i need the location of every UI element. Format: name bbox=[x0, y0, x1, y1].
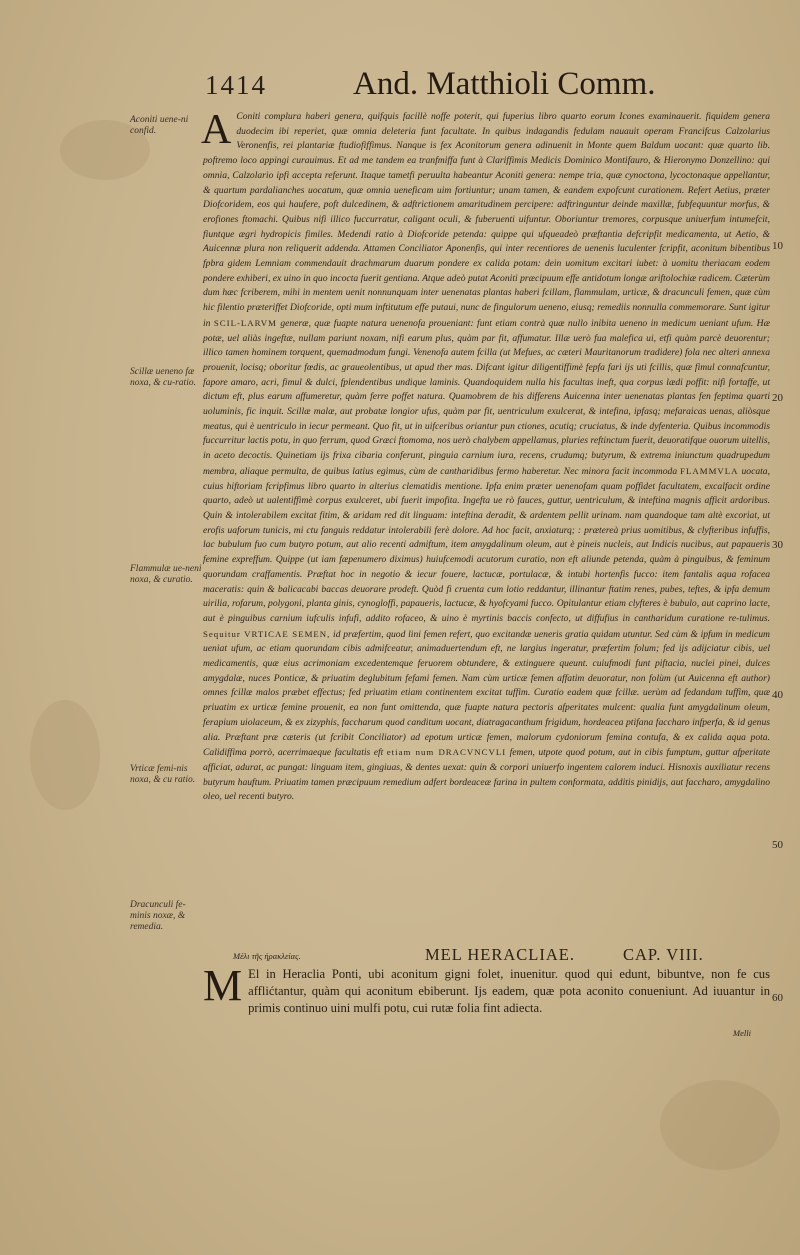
line-number: 60 bbox=[772, 992, 783, 1004]
small-caps-term: etiam num DRACVNCVLI bbox=[386, 747, 507, 758]
margin-note: Scillæ ueneno fæ noxa, & cu-ratio. bbox=[130, 367, 196, 388]
greek-heading: Μέλι τῆς ἡρακλείας. bbox=[233, 951, 301, 961]
drop-cap: A bbox=[201, 107, 232, 153]
commentary-text bbox=[201, 107, 770, 805]
margin-note: Dracunculi fe-minis noxæ, & remedia. bbox=[130, 900, 186, 932]
paragraph-flammula: uocata, cuius hiftoriam fcripfimus libro quarto in alterius clematidis mentione. Ipfa enim præter uenenofam quam poffidet facultatem, excalfacit ordine quarto, adeò ut ualentiffimè corpus exulceret, ubi fuerit impofita. Ingefta ue rò fauces, guttur, uentriculum, & inteftina magnis afficit ardoribus. Quin & intolerabilem excitat fitim, & aridam red dit linguam: inteftina deradit, & ardentem pellit urinam. nam quandoque tam altè excoriat, ut erofis uaforum tunicis, mi ctu fanguis reddatur intolerabili ferè dolore. Ad hoc facit, anxiaturq; : prætereà prius uomitibus, & clyfteribus infuffis, lac bubulum fuo cum butyro potum, aut alio recenti admiftum, item amygdalinum oleum, aut è pineis nucleis, aut Indicis nucibus, aut papaueris femine expreffum. Quippe (ut iam fæpenumero diximus) huiufcemodi acutorum curatio, non eft aliunde petenda, quàm à pinguibus, & feminum quorundam craffamentis. Præftat hoc in negotio & iecur fouere, lactucæ, portulacæ, & intubi hortenfis fucco: item fantalis aqua rofacea maceratis: quin & balicacabi baccas deuorare prodeft. Quòd fi cruenta cum lotio reddantur, illinantur ftatim renes, pubes, teftes, & ipfa demum uirilia, rofarum, polygoni, planta ginis, cynogloffi, papaueris, lactucæ, & hyofcyami fucco. Opitulantur etiam clyfteres è bubulo, aut caprino lacte, aut è pinguibus carnium iufculis infufi, addito rofaceo, & uino è myrtinis baccis confecto, ut diffufius in cantharidum curatione re-tulimus. bbox=[203, 465, 770, 624]
margin-note: Vrticæ femi-nis noxa, & cu ratio. bbox=[130, 764, 196, 785]
chapter-title: MEL HERACLIAE. bbox=[425, 945, 575, 964]
paragraph-dracunculus: femen, utpote quod potum, aut in cibis fumptum, guttur afperitate afficiat, adurat, ac pungat: linguam item, gingiuas, & dentes uexat: quin & corpori uniuerfo ingentem calorem induci. Hisnoxis auxiliatur recens butyrum hauftum. Priuatim tamen præcipuum remedium adfert bordeaceæ farina in pultem conformata, additis pinidijs, aut faccharo, amygdalino oleo, uel recenti butyro. bbox=[203, 747, 770, 803]
running-head: And. Matthioli Comm. bbox=[353, 66, 656, 102]
page-header bbox=[195, 66, 656, 106]
chapter-number: CAP. VIII. bbox=[623, 945, 704, 964]
small-caps-term: SCIL-LARVM bbox=[213, 317, 277, 328]
margin-note: Flammulæ ue-neni noxa, & curatio. bbox=[130, 564, 202, 585]
small-caps-term: Sequitur VRTICAE SEMEN, bbox=[203, 628, 331, 639]
chapter-heading bbox=[203, 945, 770, 967]
drop-cap: M bbox=[203, 961, 243, 1010]
line-number: 20 bbox=[772, 392, 783, 404]
paper-stain bbox=[660, 1080, 780, 1170]
line-number: 50 bbox=[772, 839, 783, 851]
chapter-text: M El in Heraclia Ponti, ubi aconitum gigni folet, inuenitur. quod qui edunt, bibuntve, non fe cus afflićtantur, quàm qui aconitum ebiberunt. Ijs eadem, quæ pota aconito conueniunt. Ad iuuantur in primis continuo uini mulfi potu, cui rutæ folia fint adiecta. bbox=[203, 961, 770, 1015]
line-number: 10 bbox=[772, 240, 783, 252]
paragraph-scilla: generæ, quæ fuapte natura uenenofa proueniant: funt etiam contrà quæ nullo inibita ueneno in medicum ueniant ufum. Hæ potæ, uel aliàs ingeftæ, nullam pariunt noxam, nifi earum plus, quàm par fit, affumatur. Illæ uerò fua malefica ui, etfi quàm parcè deuorentur; illico tamen hominem torquent, quemadmodum fungi. Venenofa autem fcilla (ut Mefues, ac cæteri Mauritanorum tradidere) fola nec alteri annexa prouenit, locisq; oboritur fœdis, ac graueolentibus, ut apud ther mas. Difcant igitur diligentiffimè fepfa fari ijs uti fcillis, quæ fimul connafcuntur, fapore amaro, acri, fimul & dulci, fplendentibus undique laminis. Quandoquidem nulla his facultas ineft, qua corpus lædi poffit: nifi fortaffe, ut dictum eft, plus earum affumeretur, quàm ferre poffet natura. Quamobrem de his differens Auicenna inter uenenatas plantas fen feptima quarti uoluminis, fic inquit. Scillæ malæ, aut probatæ longior ufus, quàm par fit, uentriculum exulcerat, & intefina, ipfasq; mefaraicas uenas, aliòsque meatus, qui è uentriculo in iecur permeant. Quo fit, ut in uifceribus oriantur pun ctiones, acutiq; cruciatus, & inde dyfenteria. Quibus incommodis fuccurritur lactis potu, in quo ferrum, quod Græci ftomoma, nos uerò chalybem appellamus, pluries reftinctum fuerit, deuoratifque ouorum uitellis, in aceto decoctis. Quinetiam ijs frixa cibaria conferunt, pinguia carnium iura, recens, crudumq; butyrum, & extrema iniunctum quadrupedum membra, aliaque permulta, de quibus latius egimus, cùm de cantharidibus fermo haberetur. Nec minora facit incommoda bbox=[203, 317, 770, 477]
margin-note: Aconiti uene-ni confid. bbox=[130, 115, 189, 136]
catchword: Melli bbox=[733, 1028, 751, 1038]
paper-stain bbox=[30, 700, 100, 810]
small-caps-term: FLAMMVLA bbox=[680, 465, 739, 476]
line-number: 30 bbox=[772, 539, 783, 551]
line-number: 40 bbox=[772, 689, 783, 701]
paragraph-urtica: id præfertim, quod lini femen refert, quo excitandæ ueneris gratia quidam utuntur. Sed cùm & ipfum in medicum ueniat ufum, ac etiam quorundam cibis admifceatur, animaduertendum eft, ne largius ingeratur, præfertim folum; fed ijs adijciatur cibis, uel medicamentis, quæ eius acrimoniam excedentemque feruorem obtundere, & extinguere queunt. cuiufmodi funt piftacia, nuclei pinei, dulces amygdalæ, nuces Ponticæ, & priuatim deglubitum fefami femen. Nam cùm urticæ femen affatim deuoratur, non folùm (ut Auicenna eft author) omnes fcillæ malos præbet effectus; fed priuatim etiam continentem excitat tuffim. Curatio eadem quæ fcillæ. uerùm ad fedandam tuffim, quæ priuatim ex urticæ femine prouenit, ea non funt omittenda, quæ fuapte natura pectoris afperitates mulcent: qualia funt amygdalinum oleum, ferapium uiolaceum, & ex zizyphis, faccharum quod canditum uocant, diatragacanthum frigidum, hordeacea ptifana faccharo infperfa, & id genus alia. Præftant præ cæteris (ut fcribit Conciliator) ad epotum urticæ femen, malorum cydoniorum femina contufa, & ex calida aqua pota. Calidiffima porrò, acerrimaeque facultatis eft bbox=[203, 628, 770, 759]
paragraph-aconitum: A Coniti complura haberi genera, quifquis facillè noffe poterit, qui fuperius libro quarto eorum Icones examinauerit. fiquidem genera duodecim ibi reperiet, quæ omnia deleteria funt facultate. In quibus indagandis fedulam nauauit operam Francifcus Calzolarius Veronenfis, rei plantariæ ftudiofiffimus. Nanque is fex Aconitorum genera adinuenit in Monte quem Baldum uocant: quæ quarto lib. poftremo loco appingi curauimus. Et ad me tandem ea tranfmiffa funt à Clariffimis Medicis Dominico Montifauro, & Hieronymo Donzellino: qui omnia, Calzolario ipfi accepta referunt. Itaque tametfi peruulta habeantur Aconiti genera: nempe tria, quæ cynoctona, lycoctonaque appellantur, & quartum pardalianches uocatum, quæ omnia ueneficam uim fortiuntur; unam tamen, & eandem expofcunt curationem. Refert Aetius, præter Diofcoridem, eos qui haufere, poft dulcedinem, & adftrictionem amaritudinem percipere: adftringuntur deinde maxillæ, fubfequuntur morfus, & erofiones ftomachi. Quibus nifi illico fuccurratur, caligant oculi, & fuberuenti uifuntur. Oboriuntur tremores, corpusque uniuerfum intumefcit, fiuntque ægri hydropicis fimiles. Medendi ratio à Diofcoride petenda: quippe qui ufqueadeò præftantia defcripfit medicamenta, ut Aetio, & Auicennæ plura non reliquerit addenda. Attamen Conciliator Aponenfis, qui inter recentiores de uenenis luculenter fcripfit, aconitum bibentibus fpbra gidem Lemniam commendauit drachmarum duarum pondere ex calida potam: dein uomitum excitari iubet: à uomitu theriacam eodem pondere exhiberi, ex uino in quo incocta fuerit gentiana. Atque adeò putat Aconiti præcipuum effe antidotum longæ ariftolochiæ radicem. Cæterùm dum hæc fcriberem, mihi in mentem uenit nonnunquam inter uenenatas plantas haberi fcillam, flammulam, urticæ, & dracunculi femen, quæ cùm hic filentio præteriffet Diofcoride, opti mum inftitutum effe putaui, nunc de fingulorum ueneno, eiusq; remediis nonnulla commemorare. Sunt igitur in SCIL-LARVM generæ, quæ fuapte natura uenenofa proueniant: funt etiam contrà quæ nullo inibita ueneno in medicum ueniant ufum. Hæ potæ, uel aliàs ingeftæ, nullam pariunt noxam, nifi earum plus, quàm par fit, affumatur. Illæ uerò fua malefica ui, etfi quàm parcè deuorentur; illico tamen hominem torquent, quemadmodum fungi. Venenofa autem fcilla (ut Mefues, ac cæteri Mauritanorum tradidere) fola nec alteri annexa prouenit, locisq; oboritur fœdis, ac graueolentibus, ut apud ther mas. Difcant igitur diligentiffimè fepfa fari ijs uti fcillis, quæ fimul connafcuntur, fapore amaro, acri, fimul & dulci, fplendentibus undique laminis. Quandoquidem nulla his facultas ineft, qua corpus lædi poffit: nifi fortaffe, ut dictum eft, plus earum affumeretur, quàm ferre poffet natura. Quamobrem de his differens Auicenna inter uenenatas plantas fen feptima quarti uoluminis, fic inquit. Scillæ malæ, aut probatæ longior ufus, quàm par fit, uentriculum exulcerat, & intefina, ipfasq; mefaraicas uenas, aliòsque meatus, qui è uentriculo in iecur permeant. Quo fit, ut in uifceribus oriantur pun ctiones, acutiq; cruciatus, & inde dyfenteria. Quibus incommodis fuccurritur lactis potu, in quo ferrum, quod Græci ftomoma, nos uerò chalybem appellamus, pluries reftinctum fuerit, deuoratifque ouorum uitellis, in aceto decoctis. Quinetiam ijs frixa cibaria conferunt, pinguia carnium iura, recens, crudumq; butyrum, & extrema iniunctum quadrupedum membra, aliaque permulta, de quibus latius egimus, cùm de cantharidibus fermo haberetur. Nec minora facit incommoda FLAMMVLA uocata, cuius hiftoriam fcripfimus libro quarto in alterius clematidis mentione. Ipfa enim præter uenenofam quam poffidet facultatem, excalfacit ordine quarto, adeò ut ualentiffimè corpus exulceret, ubi fuerit impofita. Ingefta ue rò fauces, guttur, uentriculum, & inteftina magnis afficit ardoribus. Quin & intolerabilem excitat fitim, & aridam red dit linguam: inteftina deradit, & ardentem pellit urinam. nam quandoque tam altè excoriat, ut erofis uaforum tunicis, mi ctu fanguis reddatur intolerabili ferè dolore. Ad hoc facit, anxiaturq; : prætereà prius uomitibus, & clyfteribus infuffis, lac bubulum fuo cum butyro potum, aut alio recenti admiftum, item amygdalinum oleum, aut è pineis nucleis, aut Indicis nucibus, aut papaueris femine expreffum. Quippe (ut iam fæpenumero diximus) huiufcemodi acutorum curatio, non eft aliunde petenda, quàm à pinguibus, & feminum quorundam craffamentis. Præftat hoc in negotio & iecur fouere, lactucæ, portulacæ, & intubi hortenfis fucco: item fantalis aqua rofacea maceratis: quin & balicacabi baccas deuorare prodeft. Quòd fi cruenta cum lotio reddantur, illinantur ftatim renes, pubes, teftes, & ipfa demum uirilia, rofarum, polygoni, planta ginis, cynogloffi, papaueris, lactucæ, & hyofcyami fucco. Opitulantur etiam clyfteres è bubulo, aut caprino lacte, aut è pinguibus carnium iufculis infufi, addito rofaceo, & uino è myrtinis baccis confecto, ut diffufius in cantharidum curatione re-tulimus. Sequitur VRTICAE SEMEN, id præfertim, quod lini femen refert, quo excitandæ ueneris gratia quidam utuntur. Sed cùm & ipfum in medicum ueniat ufum, ac etiam quorundam cibis admifceatur, animaduertendum eft, ne largius ingeratur, præfertim folum; fed ijs adijciatur cibis, uel medicamentis, quæ eius acrimoniam excedentemque feruorem obtundere, & extinguere queunt. cuiufmodi funt piftacia, nuclei pinei, dulces amygdalæ, nuces Ponticæ, & priuatim deglubitum fefami femen. Nam cùm urticæ femen affatim deuoratur, non folùm (ut Auicenna eft author) omnes fcillæ malos præbet effectus; fed priuatim etiam continentem excitat tuffim. Curatio eadem quæ fcillæ. uerùm ad fedandam tuffim, quæ priuatim ex urticæ femine prouenit, ea non funt omittenda, quæ fuapte natura pectoris afperitates mulcent: qualia funt amygdalinum oleum, ferapium uiolaceum, & ex zizyphis, faccharum quod canditum uocant, diatragacanthum frigidum, hordeacea ptifana faccharo infperfa, & id genus alia. Præftant præ cæteris (ut fcribit Conciliator) ad epotum urticæ femen, malorum cydoniorum femina contufa, & ex calida aqua pota. Calidiffima porrò, acerrimaeque facultatis eft etiam num DRACVNCVLI femen, utpote quod potum, aut in cibis fumptum, guttur afperitate afficiat, adurat, ac pungat: linguam item, gingiuas, & dentes uexat: quin & corpori uniuerfo ingentem calorem induci. Hisnoxis auxiliatur recens butyrum hauftum. Priuatim tamen præcipuum remedium adfert bordeaceæ farina in pultem conformata, additis pinidijs, aut faccharo, amygdalino oleo, uel recenti butyro. bbox=[201, 107, 770, 803]
page-number: 1414 bbox=[205, 70, 267, 100]
